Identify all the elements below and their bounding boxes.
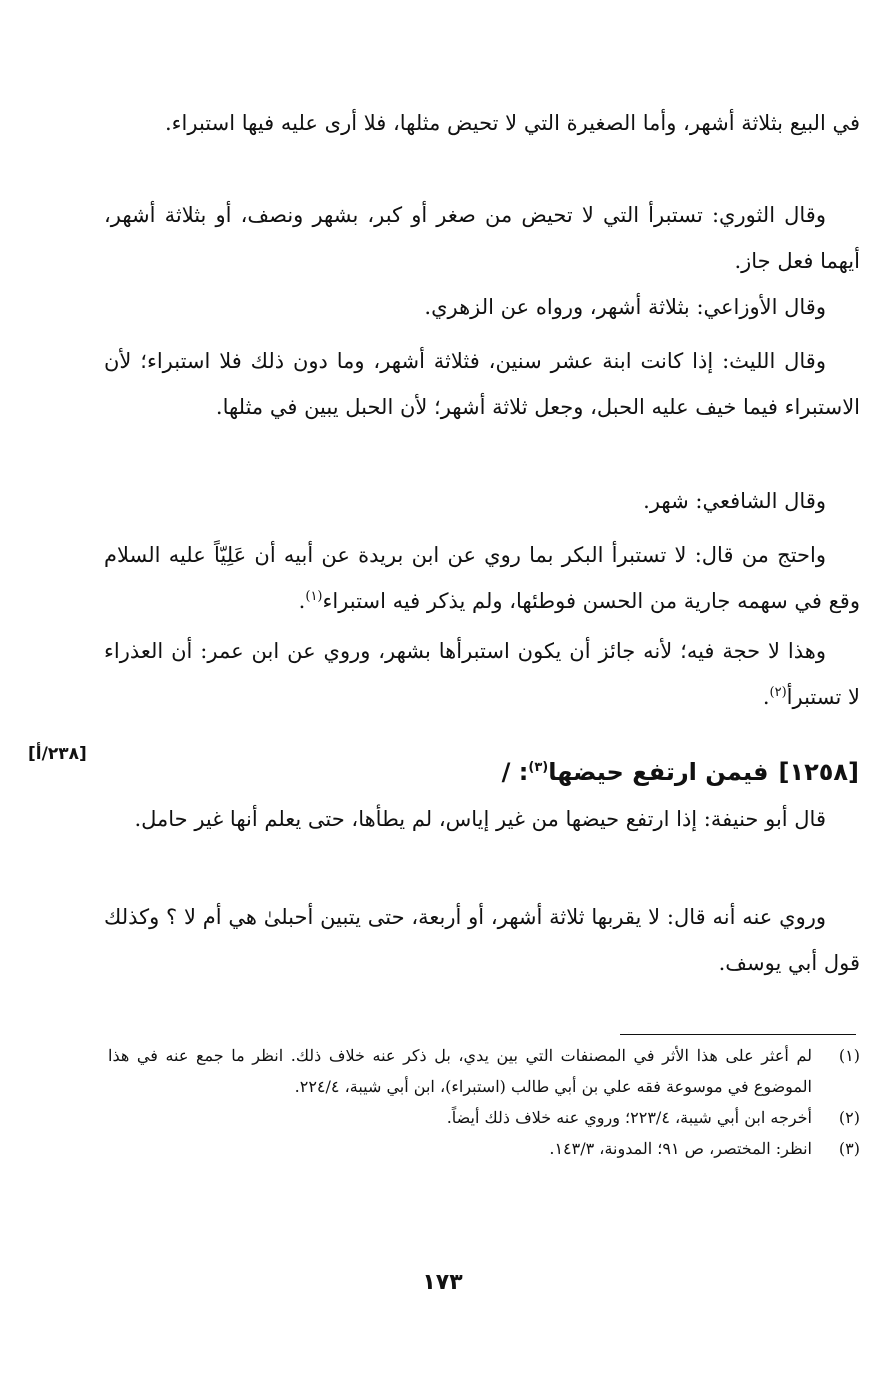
folio-marker: [٢٣٨/أ] [28, 744, 87, 764]
section-title: فيمن ارتفع حيضها [548, 758, 769, 786]
paragraph-bay: في البيع بثلاثة أشهر، وأما الصغيرة التي لا تحيض مثلها، فلا أرى عليه فيها استبراء. [165, 111, 860, 135]
paragraph-abu-yusuf: وروي عنه أنه قال: لا يقربها ثلاثة أشهر، أو أربعة، حتى يتبين أحبلىٰ هي أم لا ؟ وكذلك قول أبي يوسف. [104, 905, 860, 975]
paragraph-shafii: وقال الشافعي: شهر. [643, 489, 826, 513]
section-title-end: : / [501, 758, 529, 786]
footnote-ref-1[interactable]: (١) [305, 589, 323, 604]
paragraph-thawri: وقال الثوري: تستبرأ التي لا تحيض من صغر أو كبر، بشهر ونصف، أو بثلاثة أشهر، أيهما فعل جاز. [104, 203, 860, 273]
footnote-ref-3[interactable]: (٣) [528, 760, 549, 775]
paragraph-abu-hanifa: قال أبو حنيفة: إذا ارتفع حيضها من غير إياس، لم يطأها، حتى يعلم أنها غير حامل. [134, 807, 826, 831]
footnote-3 [108, 1133, 860, 1164]
footnote-text: أخرجه ابن أبي شيبة، ٢٢٣/٤؛ وروي عنه خلاف ذلك أيضاً. [446, 1108, 812, 1127]
footnote-text: لم أعثر على هذا الأثر في المصنفات التي بين يدي، بل ذكر عنه خلاف ذلك. انظر ما جمع عنه في هذا الموضوع في موسوعة فقه علي بن أبي طالب (استبراء)، ابن أبي شيبة، ٢٢٤/٤. [108, 1046, 812, 1096]
paragraph-layth: وقال الليث: إذا كانت ابنة عشر سنين، فثلاثة أشهر، وما دون ذلك فلا استبراء؛ لأن الاستبراء فيما خيف عليه الحبل، وجعل ثلاثة أشهر؛ لأن الحبل يبين في مثلها. [104, 349, 860, 419]
page-number: ١٧٣ [422, 1270, 463, 1295]
footnote-number: (٣) [838, 1139, 860, 1158]
paragraph-umar-text: وهذا لا حجة فيه؛ لأنه جائز أن يكون استبرأها بشهر، وروي عن ابن عمر: أن العذراء لا تستبرأ [104, 639, 860, 709]
footnote-ref-2[interactable]: (٢) [769, 685, 787, 700]
footnotes-list [108, 1040, 860, 1164]
paragraph-awzai: وقال الأوزاعي: بثلاثة أشهر، ورواه عن الزهري. [424, 295, 826, 319]
footnote-1 [108, 1040, 860, 1102]
footnote-number: (٢) [838, 1108, 860, 1127]
section-heading [139, 752, 859, 792]
paragraph-umar [104, 628, 860, 720]
paragraph-ali-argument [104, 532, 860, 624]
paragraph-umar-end: . [762, 685, 770, 709]
footnote-text: انظر: المختصر، ص ٩١؛ المدونة، ١٤٣/٣. [549, 1139, 812, 1158]
footnote-number: (١) [838, 1046, 860, 1065]
section-number: [١٢٥٨] [778, 758, 859, 786]
footnote-2 [108, 1102, 860, 1133]
paragraph-ali-end: . [298, 589, 306, 613]
paragraph-ali-text: واحتج من قال: لا تستبرأ البكر بما روي عن ابن بريدة عن أبيه أن عَلِيّاً عليه السلام وقع في سهمه جارية من الحسن فوطئها، ولم يذكر فيه استبراء [104, 543, 860, 613]
footnote-divider [620, 1034, 856, 1035]
